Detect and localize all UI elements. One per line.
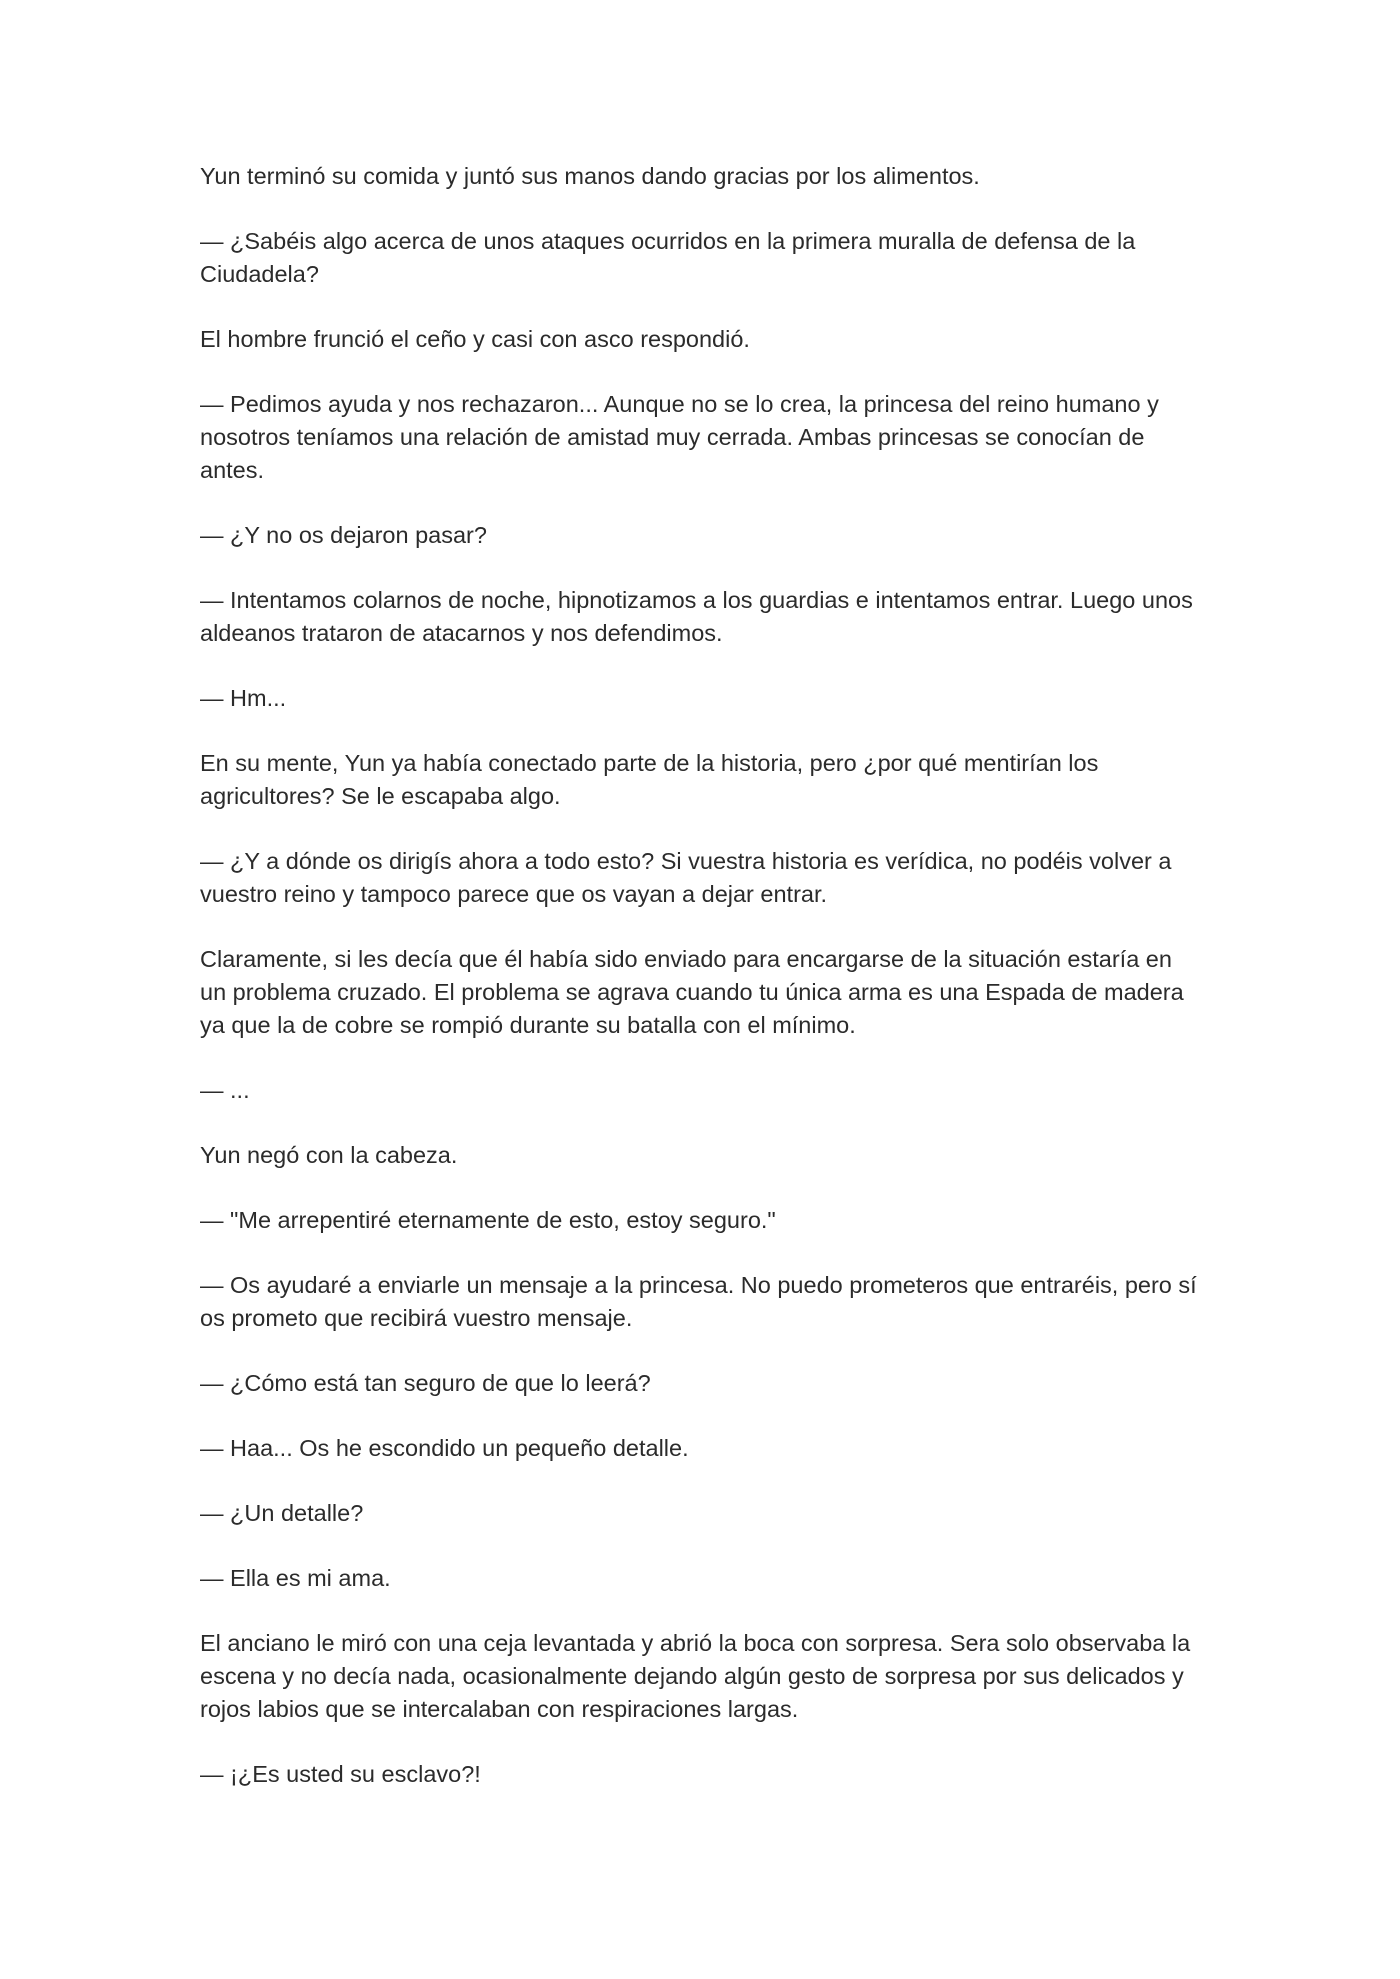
paragraph: Yun negó con la cabeza. <box>200 1142 458 1168</box>
paragraph: El anciano le miró con una ceja levantada y abrió la boca con sorpresa. Sera solo observaba la escena y no decía nada, ocasionalmente dejando algún gesto de sorpresa por sus delicados y rojos labios que se intercalaban con respiraciones largas. <box>200 1630 1191 1722</box>
paragraph: — Os ayudaré a enviarle un mensaje a la princesa. No puedo prometeros que entraréis, pero sí os prometo que recibirá vuestro mensaje. <box>200 1272 1197 1331</box>
paragraph: — Haa... Os he escondido un pequeño detalle. <box>200 1435 689 1461</box>
paragraph: — Pedimos ayuda y nos rechazaron... Aunque no se lo crea, la princesa del reino humano y nosotros teníamos una relación de amistad muy cerrada. Ambas princesas se conocían de antes. <box>200 391 1159 483</box>
paragraph: — "Me arrepentiré eternamente de esto, estoy seguro." <box>200 1207 776 1233</box>
paragraph: Claramente, si les decía que él había sido enviado para encargarse de la situación estaría en un problema cruzado. El problema se agrava cuando tu única arma es una Espada de madera ya que la de cobre se rompió durante su batalla con el mínimo. <box>200 946 1184 1038</box>
paragraph: — ¿Sabéis algo acerca de unos ataques ocurridos en la primera muralla de defensa de la Ciudadela? <box>200 228 1136 287</box>
paragraph: — Hm... <box>200 685 287 711</box>
paragraph: El hombre frunció el ceño y casi con asco respondió. <box>200 326 750 352</box>
paragraph: — ¿Y a dónde os dirigís ahora a todo esto? Si vuestra historia es verídica, no podéis volver a vuestro reino y tampoco parece que os vayan a dejar entrar. <box>200 848 1172 907</box>
paragraph: — ¿Un detalle? <box>200 1500 364 1526</box>
paragraph: — ¿Y no os dejaron pasar? <box>200 522 487 548</box>
paragraph: — Ella es mi ama. <box>200 1565 391 1591</box>
paragraph: — ... <box>200 1077 250 1103</box>
paragraph: — Intentamos colarnos de noche, hipnotizamos a los guardias e intentamos entrar. Luego unos aldeanos trataron de atacarnos y nos defendimos. <box>200 587 1193 646</box>
paragraph: Yun terminó su comida y juntó sus manos dando gracias por los alimentos. <box>200 163 980 189</box>
document-page <box>200 160 1200 1823</box>
paragraph: — ¿Cómo está tan seguro de que lo leerá? <box>200 1370 651 1396</box>
paragraph: — ¡¿Es usted su esclavo?! <box>200 1761 481 1787</box>
paragraph: En su mente, Yun ya había conectado parte de la historia, pero ¿por qué mentirían los agricultores? Se le escapaba algo. <box>200 750 1099 809</box>
